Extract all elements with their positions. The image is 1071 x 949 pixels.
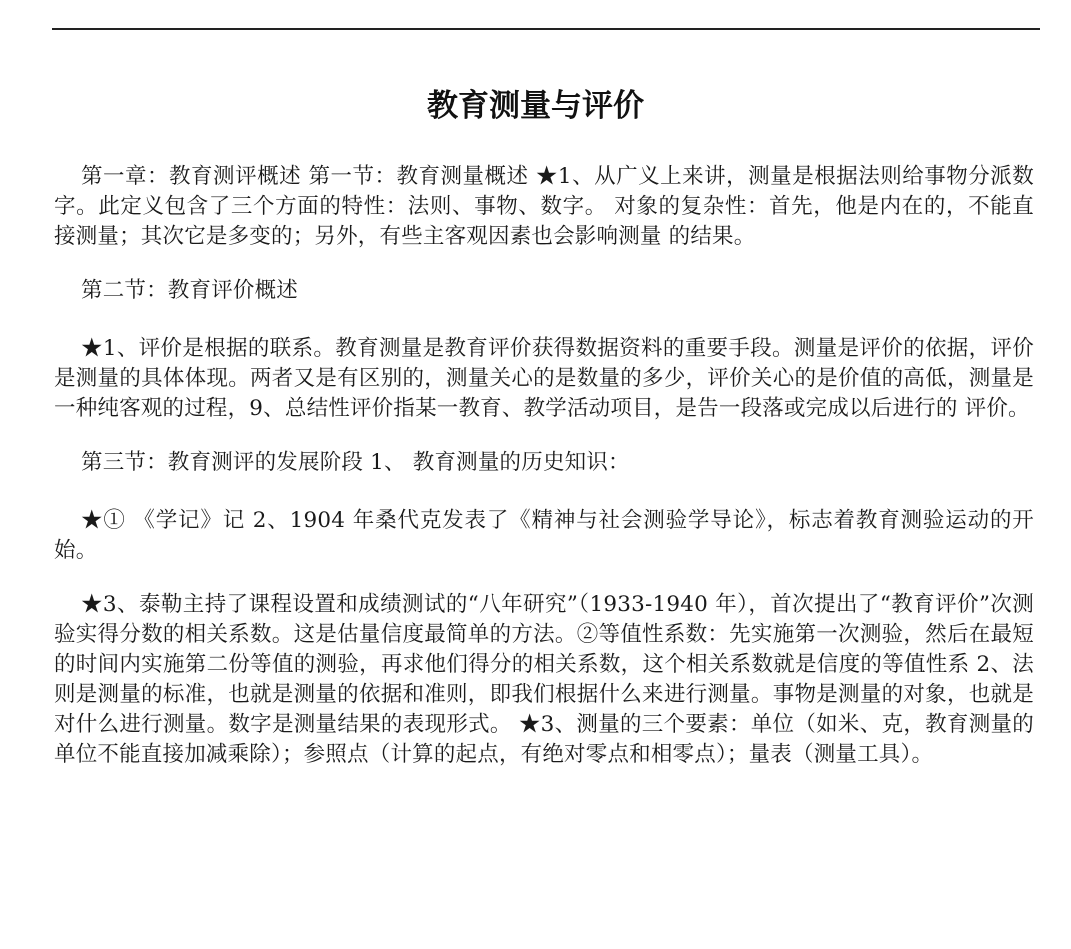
document-title: 教育测量与评价	[427, 88, 644, 124]
paragraph-section-2: ★1、评价是根据的联系。教育测量是教育评价获得数据资料的重要手段。测量是评价的依据，评价是测量的具体体现。两者又是有区别的，测量关心的是数量的多少，评价关心的是价值的高低，测量是一种纯客观的过程，9、总结性评价指某一教育、教学活动项目，是告一段落或完成以后进行的 评价。	[54, 336, 1034, 421]
section-heading-2: 第二节：教育评价概述	[81, 278, 299, 303]
paragraph-eight-year-study: ★3、泰勒主持了课程设置和成绩测试的“八年研究”（1933-1940 年），首次提出了“教育评价”次测验实得分数的相关系数。这是估量信度最简单的方法。②等值性系数：先实施第一次测验，然后在最短的时间内实施第二份等值的测验，再求他们得分的相关系数，这个相关系数就是信度的等值性系 2、法则是测量的标准，也就是测量的依据和准则，即我们根据什么来进行测量。事物是测量的对象，也就是对什么进行测量。数字是测量结果的表现形式。 ★3、测量的三个要素：单位（如米、克，教育测量的单位不能直接加减乘除）；参照点（计算的起点，有绝对零点和相零点）；量表（测量工具）。	[54, 592, 1034, 767]
document-body	[54, 162, 1034, 794]
paragraph-chapter-1-section-1: 第一章：教育测评概述 第一节：教育测量概述 ★1、从广义上来讲，测量是根据法则给事物分派数字。此定义包含了三个方面的特性：法则、事物、数字。 对象的复杂性：首先，他是内在的，不能直接测量；其次它是多变的；另外，有些主客观因素也会影响测量 的结果。	[54, 164, 1034, 249]
header-rule	[52, 28, 1040, 30]
paragraph-history: ★① 《学记》记 2、1904 年桑代克发表了《精神与社会测验学导论》，标志着教育测验运动的开始。	[54, 508, 1034, 563]
section-heading-3: 第三节：教育测评的发展阶段 1、 教育测量的历史知识：	[81, 450, 630, 475]
